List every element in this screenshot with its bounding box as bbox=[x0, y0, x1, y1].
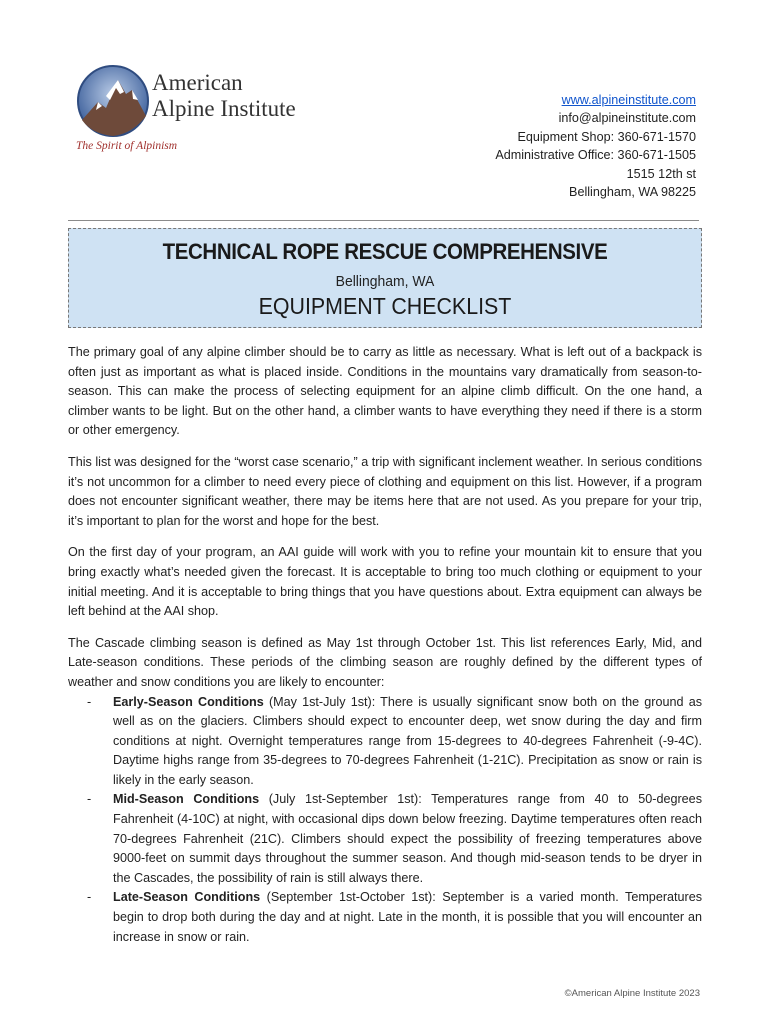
document-body bbox=[68, 343, 702, 947]
list-item bbox=[68, 888, 702, 947]
season-name: Late-Season Conditions bbox=[113, 890, 261, 905]
mountain-logo-icon bbox=[76, 64, 150, 138]
logo-name-line2: Alpine Institute bbox=[152, 96, 296, 121]
admin-office-phone: Administrative Office: 360-671-1505 bbox=[495, 148, 696, 163]
email-text: info@alpineinstitute.com bbox=[558, 111, 696, 126]
paragraph: On the first day of your program, an AAI guide will work with you to refine your mountain kit to ensure that you bring exactly what’s needed given the forecast. It is acceptable to bring too much clothing or equipment to your initial meeting. And it is acceptable to bring things that you have questions about. Extra equipment can always be left behind at the AAI shop. bbox=[68, 545, 702, 619]
list-item bbox=[68, 693, 702, 791]
paragraph: The Cascade climbing season is defined as May 1st through October 1st. This list references Early, Mid, and Late-season conditions. These periods of the climbing season are roughly defined by the different types of weather and snow conditions you are likely to encounter: bbox=[68, 635, 702, 689]
website-link[interactable]: www.alpineinstitute.com bbox=[561, 93, 696, 107]
list-dash: - bbox=[87, 792, 92, 807]
course-location: Bellingham, WA bbox=[335, 273, 435, 290]
season-name: Early-Season Conditions bbox=[113, 694, 264, 709]
list-dash: - bbox=[87, 890, 92, 905]
header-divider bbox=[68, 220, 699, 221]
city-address: Bellingham, WA 98225 bbox=[569, 185, 696, 200]
logo-name bbox=[152, 70, 296, 122]
season-name: Mid-Season Conditions bbox=[113, 792, 260, 807]
footer-copyright: ©American Alpine Institute 2023 bbox=[564, 988, 700, 999]
equipment-shop-phone: Equipment Shop: 360-671-1570 bbox=[517, 129, 696, 144]
season-description: (July 1st-September 1st): Temperatures range from 40 to 50-degrees Fahrenheit (4-10C) at night, with occasional dips down below freezing. Daytime temperatures often reach 70-degrees Fahrenheit (21C). Climbers should expect the possibility of freezing temperatures above 9000-feet on summit days throughout the summer season. And though mid-season tends to be dryer in the Cascades, the possibility of rain is still always there. bbox=[113, 792, 702, 885]
paragraph: This list was designed for the “worst case scenario,” a trip with significant inclement weather. In serious conditions it’s not uncommon for a climber to need every piece of clothing and equipment on this list. However, if a program does not encounter significant weather, there may be items here that are not used. As you prepare for your trip, it’s important to plan for the worst and hope for the best. bbox=[68, 454, 702, 528]
season-list bbox=[68, 693, 702, 948]
season-description: (September 1st-October 1st): September is a varied month. Temperatures begin to drop both during the day and at night. Late in the month, it is possible that you will encounter an increase in snow or rain. bbox=[113, 890, 703, 944]
paragraph: The primary goal of any alpine climber should be to carry as little as necessary. What is left out of a backpack is often just as important as what is placed inside. Conditions in the mountains vary dramatically from season-to-season. This can make the process of selecting equipment for an alpine climb difficult. On the one hand, a climber wants to be light. But on the other hand, a climber wants to have everything they need if there is a storm or other emergency. bbox=[68, 345, 702, 438]
list-item bbox=[68, 790, 702, 888]
logo-tagline: The Spirit of Alpinism bbox=[76, 140, 178, 152]
contact-block bbox=[495, 91, 696, 201]
list-dash: - bbox=[87, 694, 92, 709]
aai-logo bbox=[76, 64, 306, 164]
logo-name-line1: American bbox=[152, 70, 243, 95]
document-type: EQUIPMENT CHECKLIST bbox=[258, 293, 512, 319]
course-title: TECHNICAL ROPE RESCUE COMPREHENSIVE bbox=[162, 239, 608, 264]
season-description: (May 1st-July 1st): There is usually significant snow both on the ground as well as on the glaciers. Climbers should expect to encounter deep, wet snow during the day and firm conditions at night. Overnight temperatures range from 15-degrees to 40-degrees Fahrenheit (-9-4C). Daytime highs range from 35-degrees to 70-degrees Fahrenheit (1-21C). Precipitation as snow or rain is likely in the early season. bbox=[113, 694, 702, 787]
street-address: 1515 12th st bbox=[626, 166, 696, 181]
title-box bbox=[68, 228, 702, 328]
